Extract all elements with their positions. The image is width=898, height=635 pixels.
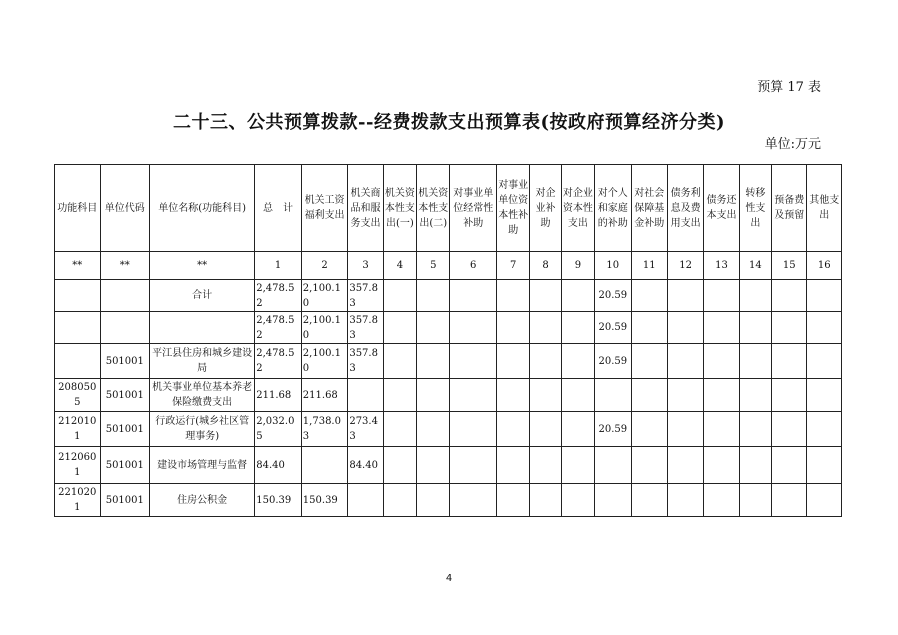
table-cell xyxy=(497,447,530,484)
table-cell: 2,100.10 xyxy=(301,280,348,312)
table-cell xyxy=(561,312,594,344)
table-cell xyxy=(100,280,150,312)
table-cell: 2,478.52 xyxy=(255,312,302,344)
table-cell xyxy=(100,312,150,344)
table-cell: 机关事业单位基本养老保险缴费支出 xyxy=(150,379,255,412)
table-cell: 84.40 xyxy=(348,447,383,484)
table-row xyxy=(55,447,842,484)
table-row xyxy=(55,344,842,379)
index-row xyxy=(55,252,842,280)
table-cell: 211.68 xyxy=(255,379,302,412)
table-row xyxy=(55,280,842,312)
table-cell xyxy=(807,447,842,484)
table-cell xyxy=(772,412,807,447)
table-cell xyxy=(150,312,255,344)
table-cell: 合计 xyxy=(150,280,255,312)
column-header: 8 xyxy=(530,252,561,280)
column-header: 对个人和家庭的补助 xyxy=(595,165,631,252)
table-cell xyxy=(772,344,807,379)
column-header: 13 xyxy=(704,252,739,280)
column-header: 转移性支出 xyxy=(739,165,771,252)
table-cell xyxy=(497,412,530,447)
column-header: 6 xyxy=(450,252,497,280)
table-cell: 2120601 xyxy=(55,447,101,484)
table-cell: 20.59 xyxy=(595,312,631,344)
table-cell xyxy=(807,484,842,517)
table-cell xyxy=(383,280,416,312)
table-number: 预算 17 表 xyxy=(757,80,821,95)
table-cell xyxy=(383,379,416,412)
page-number: 4 xyxy=(445,573,453,584)
table-cell xyxy=(450,447,497,484)
table-cell xyxy=(631,412,667,447)
table-cell: 行政运行(城乡社区管理事务) xyxy=(150,412,255,447)
column-header: 14 xyxy=(739,252,771,280)
table-cell: 501001 xyxy=(100,484,150,517)
table-cell xyxy=(450,280,497,312)
table-cell xyxy=(595,484,631,517)
table-cell xyxy=(631,280,667,312)
table-cell xyxy=(417,280,450,312)
page-title: 二十三、公共预算拨款--经费拨款支出预算表(按政府预算经济分类) xyxy=(173,112,725,133)
table-cell xyxy=(739,344,771,379)
table-cell xyxy=(417,447,450,484)
table-cell xyxy=(450,412,497,447)
table-cell xyxy=(450,344,497,379)
column-header: 债务还本支出 xyxy=(704,165,739,252)
column-header: 机关资本性支出(二) xyxy=(417,165,450,252)
column-header: ** xyxy=(150,252,255,280)
table-cell xyxy=(450,379,497,412)
column-header: 债务利息及费用支出 xyxy=(667,165,703,252)
table-cell xyxy=(739,379,771,412)
table-cell xyxy=(631,447,667,484)
column-header: 12 xyxy=(667,252,703,280)
table-cell xyxy=(55,312,101,344)
table-cell xyxy=(807,312,842,344)
column-header: 5 xyxy=(417,252,450,280)
column-header: 单位代码 xyxy=(100,165,150,252)
column-header: 2 xyxy=(301,252,348,280)
table-cell xyxy=(595,379,631,412)
table-cell xyxy=(383,484,416,517)
table-cell: 平江县住房和城乡建设局 xyxy=(150,344,255,379)
table-cell xyxy=(667,312,703,344)
table-row xyxy=(55,412,842,447)
column-header: 机关工资福利支出 xyxy=(301,165,348,252)
table-cell xyxy=(55,344,101,379)
table-cell xyxy=(807,344,842,379)
table-cell: 20.59 xyxy=(595,412,631,447)
table-cell: 357.83 xyxy=(348,344,383,379)
table-cell xyxy=(667,280,703,312)
table-cell xyxy=(530,312,561,344)
table-cell: 2,478.52 xyxy=(255,280,302,312)
table-cell: 住房公积金 xyxy=(150,484,255,517)
table-cell: 2,478.52 xyxy=(255,344,302,379)
table-cell xyxy=(631,312,667,344)
column-header: 机关商品和服务支出 xyxy=(348,165,383,252)
table-cell xyxy=(631,484,667,517)
table-cell: 20.59 xyxy=(595,280,631,312)
table-row xyxy=(55,484,842,517)
table-cell xyxy=(772,379,807,412)
column-header: 单位名称(功能科目) xyxy=(150,165,255,252)
table-cell xyxy=(704,280,739,312)
column-header: 对企业补助 xyxy=(530,165,561,252)
table-cell: 建设市场管理与监督 xyxy=(150,447,255,484)
table-cell: 501001 xyxy=(100,379,150,412)
table-cell xyxy=(739,312,771,344)
table-cell xyxy=(497,312,530,344)
table-cell xyxy=(417,344,450,379)
table-cell: 2210201 xyxy=(55,484,101,517)
table-cell xyxy=(631,344,667,379)
table-cell xyxy=(561,412,594,447)
column-header: 功能科目 xyxy=(55,165,101,252)
budget-table xyxy=(54,164,842,517)
table-cell: 357.83 xyxy=(348,312,383,344)
column-header: 9 xyxy=(561,252,594,280)
table-cell: 1,738.03 xyxy=(301,412,348,447)
table-cell xyxy=(530,379,561,412)
table-cell xyxy=(739,484,771,517)
table-cell xyxy=(807,280,842,312)
table-cell xyxy=(383,312,416,344)
table-cell xyxy=(561,447,594,484)
table-cell: 357.83 xyxy=(348,280,383,312)
table-cell xyxy=(383,447,416,484)
table-cell xyxy=(561,484,594,517)
column-header: 16 xyxy=(807,252,842,280)
table-cell xyxy=(417,312,450,344)
table-cell xyxy=(807,379,842,412)
table-cell: 84.40 xyxy=(255,447,302,484)
table-cell xyxy=(704,312,739,344)
column-header: 对事业单位经常性补助 xyxy=(450,165,497,252)
table-cell: 150.39 xyxy=(301,484,348,517)
column-header: 预备费及预留 xyxy=(772,165,807,252)
table-cell xyxy=(383,412,416,447)
table-cell xyxy=(530,280,561,312)
table-cell xyxy=(772,312,807,344)
table-cell xyxy=(301,447,348,484)
table-cell xyxy=(530,447,561,484)
table-cell xyxy=(772,484,807,517)
column-header: 机关资本性支出(一) xyxy=(383,165,416,252)
table-cell xyxy=(667,447,703,484)
table-cell xyxy=(704,447,739,484)
table-cell xyxy=(450,312,497,344)
table-cell xyxy=(497,280,530,312)
column-header: 4 xyxy=(383,252,416,280)
table-cell: 501001 xyxy=(100,447,150,484)
table-cell xyxy=(704,412,739,447)
table-cell xyxy=(667,484,703,517)
table-cell xyxy=(772,447,807,484)
table-cell xyxy=(739,412,771,447)
table-cell xyxy=(704,484,739,517)
table-cell xyxy=(497,379,530,412)
table-cell xyxy=(704,379,739,412)
table-cell xyxy=(561,344,594,379)
table-cell xyxy=(497,484,530,517)
column-header: 总 计 xyxy=(255,165,302,252)
table-cell xyxy=(417,484,450,517)
table-cell xyxy=(667,412,703,447)
table-cell: 2,100.10 xyxy=(301,344,348,379)
table-cell xyxy=(739,447,771,484)
table-cell: 2120101 xyxy=(55,412,101,447)
table-cell xyxy=(417,412,450,447)
column-header: 10 xyxy=(595,252,631,280)
column-header: 其他支出 xyxy=(807,165,842,252)
table-cell: 2,032.05 xyxy=(255,412,302,447)
column-header: 对社会保障基金补助 xyxy=(631,165,667,252)
table-cell xyxy=(348,484,383,517)
column-header: 7 xyxy=(497,252,530,280)
table-cell xyxy=(772,280,807,312)
table-cell xyxy=(631,379,667,412)
table-row xyxy=(55,379,842,412)
table-cell xyxy=(530,484,561,517)
table-cell xyxy=(383,344,416,379)
table-cell xyxy=(595,447,631,484)
table-cell: 501001 xyxy=(100,412,150,447)
table-cell xyxy=(417,379,450,412)
column-header: ** xyxy=(55,252,101,280)
column-header: 对企业资本性支出 xyxy=(561,165,594,252)
table-cell xyxy=(561,379,594,412)
column-header: 11 xyxy=(631,252,667,280)
table-cell xyxy=(348,379,383,412)
table-cell xyxy=(450,484,497,517)
table-cell xyxy=(530,344,561,379)
table-cell: 273.43 xyxy=(348,412,383,447)
table-cell xyxy=(667,379,703,412)
table-cell xyxy=(497,344,530,379)
table-cell xyxy=(704,344,739,379)
table-cell: 20.59 xyxy=(595,344,631,379)
table-cell xyxy=(807,412,842,447)
table-cell xyxy=(55,280,101,312)
column-header: 3 xyxy=(348,252,383,280)
unit-label: 单位:万元 xyxy=(764,137,821,152)
column-header: 对事业单位资本性补助 xyxy=(497,165,530,252)
table-cell: 150.39 xyxy=(255,484,302,517)
table-cell xyxy=(667,344,703,379)
table-cell: 2080505 xyxy=(55,379,101,412)
header-row xyxy=(55,165,842,252)
column-header: 1 xyxy=(255,252,302,280)
table-cell: 211.68 xyxy=(301,379,348,412)
column-header: 15 xyxy=(772,252,807,280)
table-cell xyxy=(530,412,561,447)
table-cell: 2,100.10 xyxy=(301,312,348,344)
column-header: ** xyxy=(100,252,150,280)
table-cell: 501001 xyxy=(100,344,150,379)
table-cell xyxy=(739,280,771,312)
table-cell xyxy=(561,280,594,312)
table-row xyxy=(55,312,842,344)
